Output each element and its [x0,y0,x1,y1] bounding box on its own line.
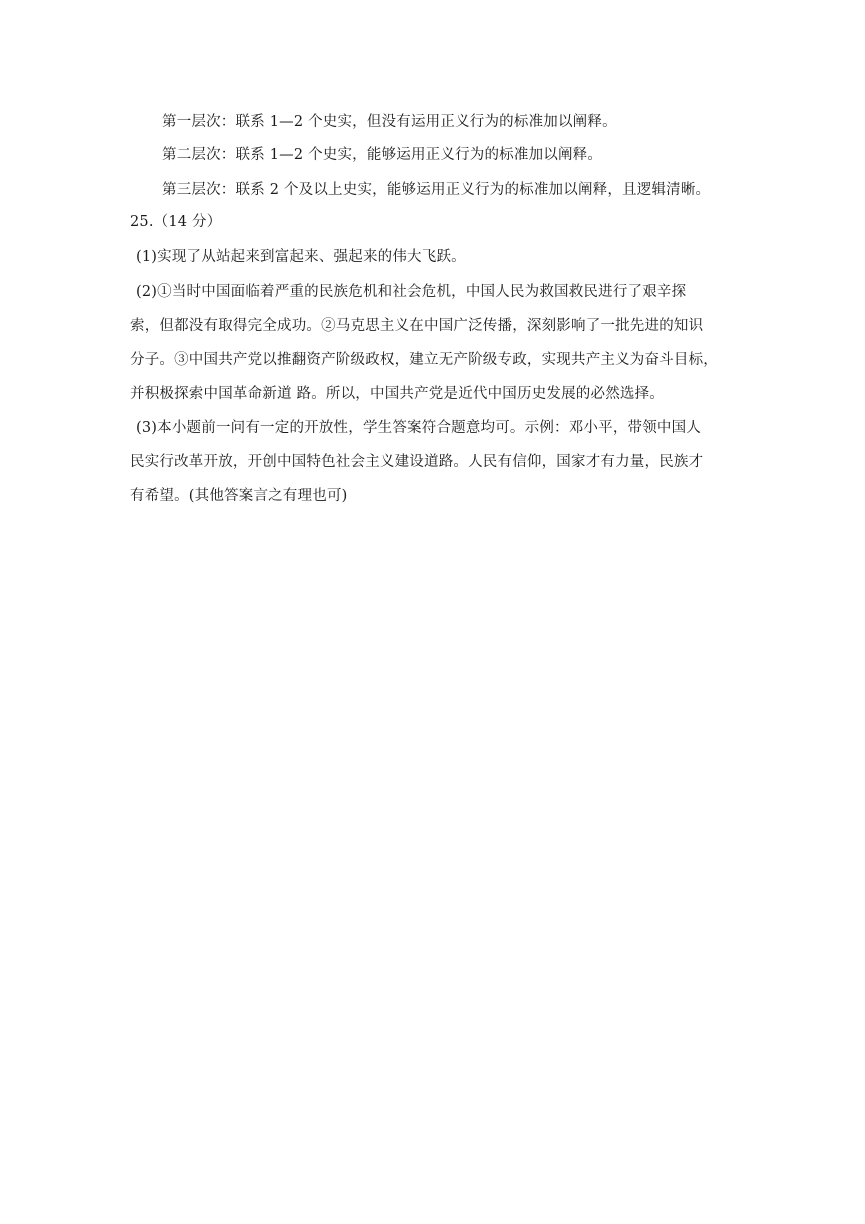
question-25-heading: 25.（14 分） [130,214,222,230]
answer-part-2-line-4: 并积极探索中国革命新道 路。所以，中国共产党是近代中国历史发展的必然选择。 [130,386,665,402]
answer-part-2-line-2: 索，但都没有取得完全成功。②马克思主义在中国广泛传播，深刻影响了一批先进的知识 [130,318,704,334]
level-1-text: 第一层次：联系 1—2 个史实，但没有运用正义行为的标准加以阐释。 [162,114,617,130]
level-2-text: 第二层次：联系 1—2 个史实，能够运用正义行为的标准加以阐释。 [162,147,603,163]
answer-part-1: (1)实现了从站起来到富起来、强起来的伟大飞跃。 [136,249,466,265]
answer-part-2-line-3: 分子。③中国共产党以推翻资产阶级政权，建立无产阶级专政，实现共产主义为奋斗目标， [130,352,718,368]
answer-part-2-line-1: (2)①当时中国面临着严重的民族危机和社会危机，中国人民为救国救民进行了艰辛探 [136,284,687,300]
answer-part-3-line-1: (3)本小题前一问有一定的开放性，学生答案符合题意均可。示例：邓小平，带领中国人 [136,420,702,436]
answer-part-3-line-2: 民实行改革开放，开创中国特色社会主义建设道路。人民有信仰，国家才有力量，民族才 [130,454,704,470]
level-3-text: 第三层次：联系 2 个及以上史实，能够运用正义行为的标准加以阐释，且逻辑清晰。 [162,182,711,198]
answer-part-3-line-3: 有希望。(其他答案言之有理也可) [130,488,348,504]
